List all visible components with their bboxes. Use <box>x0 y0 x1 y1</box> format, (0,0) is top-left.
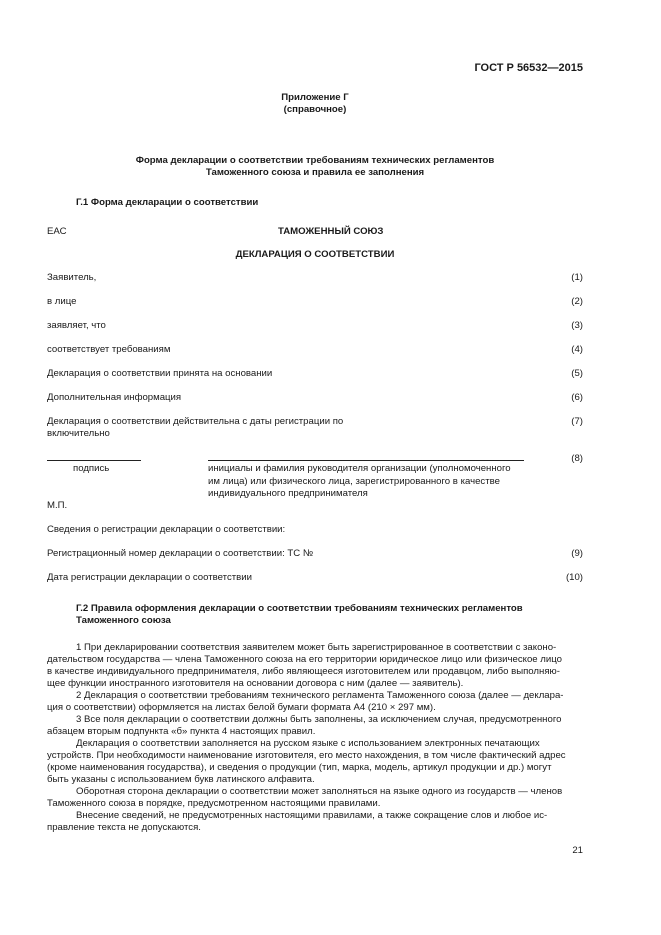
paragraph-line: Таможенного союза в порядке, предусмотренном настоящими правилами. <box>47 798 381 809</box>
appendix-subtitle: (справочное) <box>283 104 347 115</box>
signature-num: (8) <box>571 453 583 464</box>
reg-number-label: Регистрационный номер декларации о соответствии: ТС № <box>47 548 314 559</box>
field-validity-label: Декларация о соответствии действительна с даты регистрации по <box>47 416 344 427</box>
field-validity-label2: включительно <box>47 428 110 439</box>
field-declares-num: (3) <box>571 320 583 331</box>
field-requirements-num: (4) <box>571 344 583 355</box>
rule-paragraph-4 <box>47 738 583 786</box>
paragraph-line: быть указаны с использованием букв латинского алфавита. <box>47 774 315 785</box>
paragraph-line: Внесение сведений, не предусмотренных настоящими правилами, а также сокращение слов и любое ис- <box>76 810 548 821</box>
rule-paragraph-3 <box>47 714 583 738</box>
rule-paragraph-6 <box>47 810 583 834</box>
paragraph-line: в качестве индивидуального предпринимателя, либо являющееся изготовителем или продавцом, либо выполняю- <box>47 666 560 677</box>
appendix-title: Приложение Г <box>281 92 349 103</box>
paragraph-line: щее функции иностранного изготовителя на основании договора с ним (далее — заявитель). <box>47 678 464 689</box>
name-caption-line1: инициалы и фамилия руководителя организации (уполномоченного <box>208 463 511 474</box>
customs-union-title: ТАМОЖЕННЫЙ СОЮЗ <box>278 226 384 237</box>
paragraph-line: абзацем вторым подпункта «б» пункта 4 настоящих правил. <box>47 726 316 737</box>
name-caption-line2: им лица) или физического лица, зарегистрированного в качестве <box>208 476 500 487</box>
field-validity-num: (7) <box>571 416 583 427</box>
paragraph-line: ция о соответствии) оформляется на листах белой бумаги формата А4 (210 × 297 мм). <box>47 702 436 713</box>
reg-number-num: (9) <box>571 548 583 559</box>
paragraph-line: Оборотная сторона декларации о соответствии может заполняться на языке одного из государств — членов <box>76 786 563 797</box>
section2-heading-line1: Г.2 Правила оформления декларации о соответствии требованиям технических регламентов <box>76 603 523 614</box>
declaration-title: ДЕКЛАРАЦИЯ О СООТВЕТСТВИИ <box>235 249 395 260</box>
paragraph-line: 3 Все поля декларации о соответствии должны быть заполнены, за исключением случая, предусмотренного <box>76 714 562 725</box>
signature-line <box>47 460 141 461</box>
field-additional-label: Дополнительная информация <box>47 392 182 403</box>
registration-info: Сведения о регистрации декларации о соответствии: <box>47 524 286 535</box>
reg-date-num: (10) <box>565 572 583 583</box>
main-title-line1: Форма декларации о соответствии требованиям технических регламентов <box>135 155 495 166</box>
paragraph-line: дательством государства — члена Таможенного союза на его территории юридическое лицо или физическое лицо <box>47 654 562 665</box>
page-number: 21 <box>572 845 583 856</box>
field-additional-num: (6) <box>571 392 583 403</box>
eac-mark: ЕАС <box>47 226 67 237</box>
field-represented-label: в лице <box>47 296 77 307</box>
section2-heading-line2: Таможенного союза <box>76 615 171 626</box>
standard-number: ГОСТ Р 56532—2015 <box>474 62 583 74</box>
stamp-placeholder: М.П. <box>47 500 68 511</box>
name-line <box>208 460 524 461</box>
section1-heading: Г.1 Форма декларации о соответствии <box>76 197 259 208</box>
paragraph-line: 1 При декларировании соответствия заявителем может быть зарегистрированное в соответствии с законо- <box>76 642 557 653</box>
paragraph-line: (кроме наименования государства), и сведения о продукции (тип, марка, модель, артикул продукции и др.) могут <box>47 762 552 773</box>
field-represented-num: (2) <box>571 296 583 307</box>
paragraph-line: устройств. При необходимости наименование изготовителя, его место нахождения, в том числе фактический адрес <box>47 750 566 761</box>
rule-paragraph-1 <box>47 642 583 690</box>
paragraph-line: Декларация о соответствии заполняется на русском языке с использованием электронных печатающих <box>76 738 540 749</box>
signature-label: подпись <box>73 463 110 474</box>
paragraph-line: 2 Декларация о соответствии требованиям технического регламента Таможенного союза (далее — деклара- <box>76 690 564 701</box>
field-requirements-label: соответствует требованиям <box>47 344 171 355</box>
name-caption-line3: индивидуального предпринимателя <box>208 488 368 499</box>
main-title-line2: Таможенного союза и правила ее заполнения <box>205 167 425 178</box>
field-basis-label: Декларация о соответствии принята на основании <box>47 368 273 379</box>
paragraph-line: правление текста не допускаются. <box>47 822 201 833</box>
rule-paragraph-2 <box>47 690 583 714</box>
reg-date-label: Дата регистрации декларации о соответствии <box>47 572 252 583</box>
field-basis-num: (5) <box>571 368 583 379</box>
field-applicant-num: (1) <box>571 272 583 283</box>
field-applicant-label: Заявитель, <box>47 272 97 283</box>
field-declares-label: заявляет, что <box>47 320 106 331</box>
rule-paragraph-5 <box>47 786 583 810</box>
